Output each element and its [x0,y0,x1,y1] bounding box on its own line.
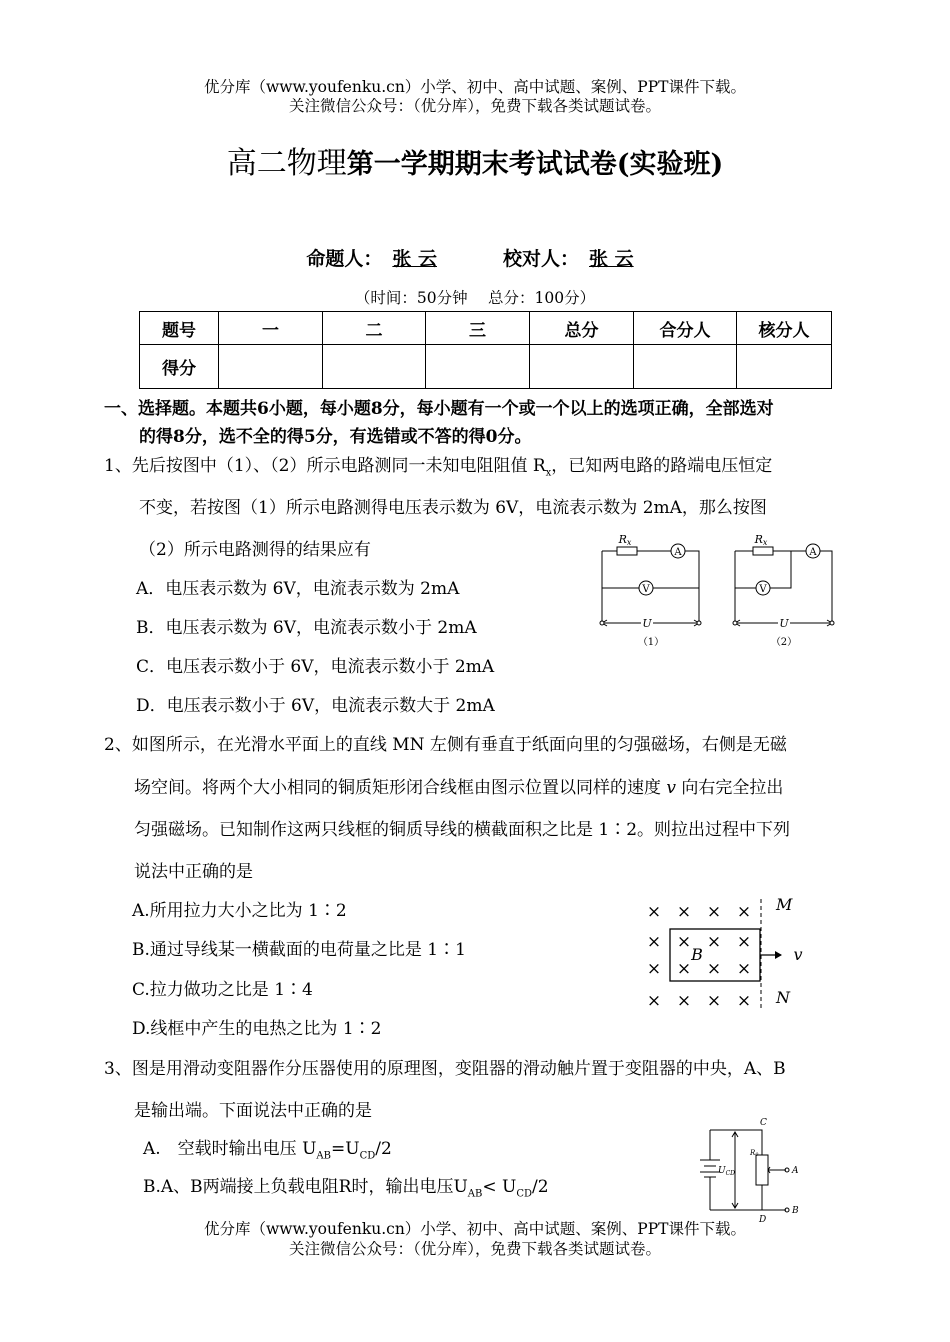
terminal [697,621,701,625]
svg-text:×: × [676,932,692,952]
terminal [830,621,834,625]
label-d: D [759,1215,767,1225]
footer-line-1: 优分库（www.youfenku.cn）小学、初中、高中试题、案例、PPT课件下载。 [203,1220,747,1238]
q1-option-a[interactable]: A．电压表示数为 6V，电流表示数为 2mA [136,579,460,599]
q2-magnetic-field-figure [640,893,820,1018]
label-a: A [792,1166,799,1176]
score-table [139,311,832,389]
q2-option-a[interactable]: A.所用拉力大小之比为 1∶2 [132,901,347,921]
page-title [0,138,950,182]
score-header-cell: 一 [219,312,323,345]
setter-name: 张 云 [392,248,437,270]
svg-text:×: × [676,991,692,1011]
score-cell[interactable] [323,345,426,389]
score-cell[interactable] [737,345,832,389]
q3-stem-line-2: 是输出端。下面说法中正确的是 [134,1101,372,1121]
q2-option-c[interactable]: C.拉力做功之比是 1∶4 [132,980,313,1000]
u-label-1: U [642,617,652,630]
resistor-rx-1 [617,547,637,555]
q2-stem-line-1: 2、如图所示，在光滑水平面上的直线 MN 左侧有垂直于纸面向里的匀强磁场，右侧是无磁 [104,735,787,755]
q1-option-d[interactable]: D．电压表示数小于 6V，电流表示数大于 2mA [136,696,495,716]
q2-velocity-symbol: v [666,778,677,798]
label-ucd: $U_{CD}$ [718,1166,735,1177]
rx-label-1: Rx [618,533,632,547]
q3-option-b[interactable]: B.A、B两端接上负载电阻R时，输出电压$U_{AB}< U_{CD}/2$ [143,1177,549,1200]
label-b: B [792,1206,799,1216]
ammeter-label-2: A [809,547,817,558]
section1-instructions-2: 的得8分，选不全的得5分，有选错或不答的得0分。 [139,427,532,447]
svg-text:×: × [706,959,722,979]
svg-text:×: × [706,991,722,1011]
footer-line-2: 关注微信公众号：（优分库），免费下载各类试题试卷。 [288,1240,661,1258]
title-main: 高二物理 [226,146,347,181]
label-v: v [793,945,803,964]
title-rest: 第一学期期末考试试卷(实验班) [346,149,724,180]
score-header-cell: 题号 [140,312,219,345]
checker-label: 校对人： [503,248,580,270]
svg-text:×: × [736,902,752,922]
svg-text:×: × [676,902,692,922]
q1-circuit-figure [595,528,845,653]
svg-text:×: × [706,932,722,952]
score-cell[interactable] [530,345,634,389]
rheostat [756,1155,768,1185]
q3-stem-line-1: 3、图是用滑动变阻器作分压器使用的原理图，变阻器的滑动触片置于变阻器的中央，A、B [104,1059,786,1079]
wire [770,551,791,588]
score-table-header-row [140,312,832,345]
rx-label-2: Rx [754,533,768,547]
q1-stem-sub: x [545,467,552,479]
label-b: B [691,945,703,964]
q1-stem-pre: 1、先后按图中（1）、（2）所示电路测同一未知电阻阻值 R [104,456,546,476]
checker-name: 张 云 [589,248,634,270]
wire [820,551,832,623]
score-header-cell: 三 [426,312,530,345]
q2-stem-line-4: 说法中正确的是 [134,862,253,882]
setter-label: 命题人： [306,248,383,270]
svg-text:×: × [676,959,692,979]
label-c: C [760,1118,767,1128]
header-line-1: 优分库（www.youfenku.cn）小学、初中、高中试题、案例、PPT课件下载。 [203,78,747,96]
score-header-cell: 二 [323,312,426,345]
q1-stem-post: ，已知两电路的路端电压恒定 [551,456,773,476]
u-label-2: U [779,617,789,630]
q2-option-b[interactable]: B.通过导线某一横截面的电荷量之比是 1∶1 [132,940,466,960]
svg-text:×: × [706,902,722,922]
q1-option-c[interactable]: C．电压表示数小于 6V，电流表示数小于 2mA [136,657,495,677]
section1-instructions-1: 一、选择题。本题共6小题，每小题8分，每小题有一个或一个以上的选项正确，全部选对 [104,399,774,419]
voltmeter-label-1: V [642,584,650,595]
label-r0: R0 [750,1149,759,1158]
svg-text:×: × [646,902,662,922]
wire [685,551,699,623]
q2-stem-post: 向右完全拉出 [676,778,784,798]
label-m: M [776,895,793,914]
terminal [733,621,737,625]
q2-option-d[interactable]: D.线框中产生的电热之比为 1∶2 [132,1019,382,1039]
ammeter-label-1: A [674,547,682,558]
time-info: （时间：50分钟 总分：100分） [354,289,596,307]
terminal [600,621,604,625]
q1-stem-line-1 [104,455,772,484]
resistor-rx-2 [753,547,773,555]
q2-stem-line-2 [134,777,783,799]
score-cell[interactable] [219,345,323,389]
caption-2: （2） [770,637,798,648]
battery [700,1160,720,1177]
q1-stem-line-2: 不变，若按图（1）所示电路测得电压表示数为 6V，电流表示数为 2mA，那么按图 [139,498,767,518]
q2-stem-line-3: 匀强磁场。已知制作这两只线框的铜质导线的横截面积之比是 1∶2。则拉出过程中下列 [134,820,791,840]
score-header-cell: 核分人 [737,312,832,345]
score-header-cell: 总分 [530,312,634,345]
score-row-label: 得分 [140,345,219,389]
label-n: N [776,988,790,1007]
svg-text:×: × [736,991,752,1011]
svg-text:×: × [736,959,752,979]
q2-stem-pre: 场空间。将两个大小相同的铜质矩形闭合线框由图示位置以同样的速度 [134,778,667,798]
svg-text:×: × [646,959,662,979]
svg-text:×: × [646,991,662,1011]
score-header-cell: 合分人 [634,312,737,345]
q1-option-b[interactable]: B．电压表示数为 6V，电流表示数小于 2mA [136,618,477,638]
score-table-score-row [140,345,832,389]
q3-option-a[interactable]: A. 空载时输出电压 $U_{AB}=U_{CD}/2$ [143,1139,392,1162]
q1-stem-line-3: （2）所示电路测得的结果应有 [139,540,371,560]
score-cell[interactable] [426,345,530,389]
svg-text:×: × [646,932,662,952]
voltmeter-label-2: V [759,584,767,595]
svg-text:×: × [736,932,752,952]
q3-voltage-divider-figure [690,1115,820,1225]
header-line-2: 关注微信公众号：（优分库），免费下载各类试题试卷。 [288,97,661,115]
authors-line [0,244,950,271]
velocity-arrowhead [775,951,782,959]
score-cell[interactable] [634,345,737,389]
caption-1: （1） [637,637,665,648]
